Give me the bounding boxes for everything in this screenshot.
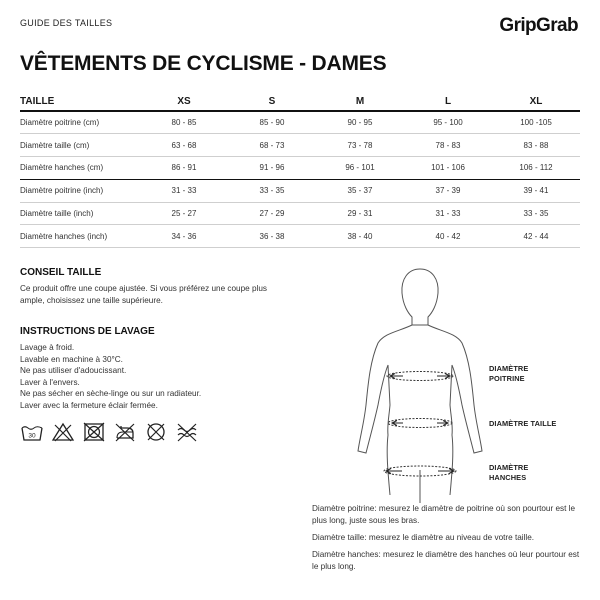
note-hips: Diamètre hanches: mesurez le diamètre des hanches où leur pourtour est le plus long. [312,550,580,571]
no-tumble-dry-icon [82,421,106,443]
size-advice-heading: CONSEIL TAILLE [20,267,102,278]
table-cell: 91 - 96 [228,157,316,180]
wash-temp-label: 30 [28,432,36,440]
size-advice-text: Ce produit offre une coupe ajustée. Si vous préférez une coupe plus ample, choisissez une taille supérieure. [20,284,268,305]
no-wring-icon [175,421,199,443]
row-label: Diamètre poitrine (cm) [20,111,140,134]
table-cell: 33 - 35 [228,179,316,202]
table-cell: 27 - 29 [228,202,316,225]
care-icons [20,421,199,443]
row-label: Diamètre taille (inch) [20,202,140,225]
column-header: S [228,93,316,111]
washing-heading: INSTRUCTIONS DE LAVAGE [20,326,155,337]
table-cell: 33 - 35 [492,202,580,225]
row-label: Diamètre taille (cm) [20,134,140,157]
table-cell: 100 -105 [492,111,580,134]
table-cell: 90 - 95 [316,111,404,134]
column-header: M [316,93,404,111]
table-row [20,179,580,202]
wash-30-icon [20,421,44,443]
washing-list [20,342,270,412]
list-item: Laver avec la fermeture éclair fermée. [20,400,158,410]
chest-label: DIAMÈTRE POITRINE [489,364,529,383]
page-title: VÊTEMENTS DE CYCLISME - DAMES [20,52,387,75]
table-cell: 86 - 91 [140,157,228,180]
table-cell: 83 - 88 [492,134,580,157]
table-cell: 63 - 68 [140,134,228,157]
table-cell: 106 - 112 [492,157,580,180]
table-cell: 78 - 83 [404,134,492,157]
table-cell: 101 - 106 [404,157,492,180]
no-bleach-icon [51,421,75,443]
waist-measure [388,419,452,428]
column-header: TAILLE [20,93,140,111]
table-row [20,134,580,157]
table-cell: 96 - 101 [316,157,404,180]
table-cell: 85 - 90 [228,111,316,134]
row-label: Diamètre hanches (inch) [20,225,140,248]
list-item: Laver à l'envers. [20,377,80,387]
table-cell: 31 - 33 [140,179,228,202]
table-cell: 35 - 37 [316,179,404,202]
list-item: Ne pas sécher en sèche-linge ou sur un radiateur. [20,389,202,399]
head-outline [402,269,438,325]
right-body-outline [428,325,482,495]
chest-measure [387,372,453,381]
size-table [20,93,580,248]
table-cell: 68 - 73 [228,134,316,157]
table-cell: 95 - 100 [404,111,492,134]
column-header: XS [140,93,228,111]
note-waist: Diamètre taille: mesurez le diamètre au niveau de votre taille. [312,533,535,542]
table-cell: 42 - 44 [492,225,580,248]
body-measurement-figure [340,265,500,505]
table-row [20,202,580,225]
table-cell: 25 - 27 [140,202,228,225]
table-cell: 37 - 39 [404,179,492,202]
column-header: XL [492,93,580,111]
column-header: L [404,93,492,111]
table-cell: 29 - 31 [316,202,404,225]
list-item: Lavable en machine à 30°C. [20,354,123,364]
guide-label: GUIDE DES TAILLES [20,18,113,28]
row-label: Diamètre poitrine (inch) [20,179,140,202]
row-label: Diamètre hanches (cm) [20,157,140,180]
no-iron-icon [113,421,137,443]
table-row [20,157,580,180]
table-cell: 73 - 78 [316,134,404,157]
table-cell: 40 - 42 [404,225,492,248]
table-cell: 34 - 36 [140,225,228,248]
hips-label: DIAMÈTRE HANCHES [489,463,529,482]
brand-logo: GripGrab [499,15,578,36]
table-row [20,111,580,134]
list-item: Lavage à froid. [20,343,75,352]
left-body-outline [358,325,412,495]
note-chest: Diamètre poitrine: mesurez le diamètre de poitrine où son pourtour est le plus long, juste sous les bras. [312,504,576,525]
table-cell: 80 - 85 [140,111,228,134]
table-cell: 39 - 41 [492,179,580,202]
table-cell: 38 - 40 [316,225,404,248]
list-item: Ne pas utiliser d'adoucissant. [20,366,127,376]
waist-label: DIAMÈTRE TAILLE [489,419,557,428]
table-cell: 31 - 33 [404,202,492,225]
table-row [20,225,580,248]
no-dry-clean-icon [144,421,168,443]
table-header-row [20,93,580,111]
table-cell: 36 - 38 [228,225,316,248]
